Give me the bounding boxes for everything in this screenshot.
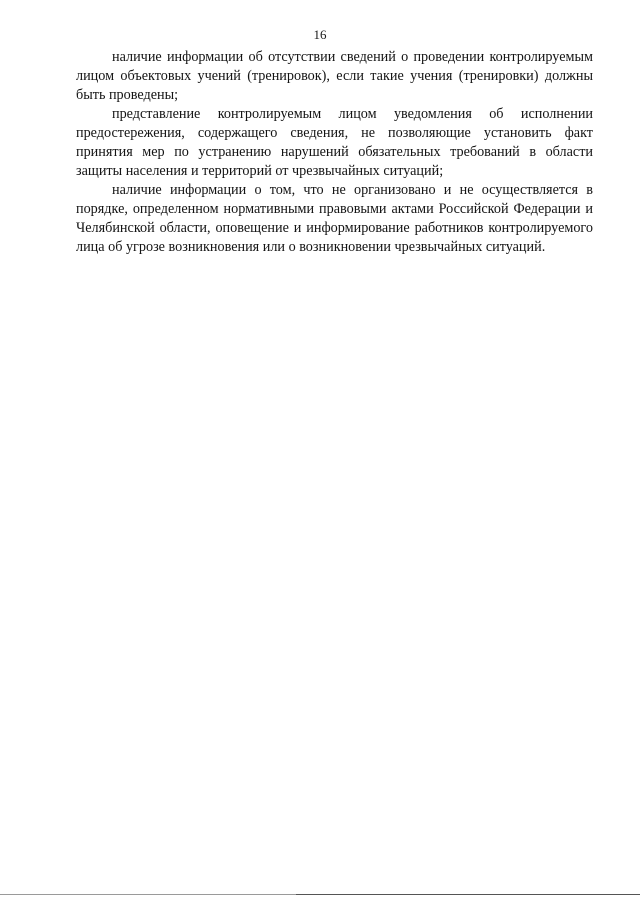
paragraph-alerting-info: наличие информации о том, что не организовано и не осуществляется в порядке, определенном нормативными правовыми актами Российской Федерации и Челябинской области, оповещение и информирование работников контролируемого лица об угрозе возникновения или о возникновении чрезвычайных ситуаций. bbox=[76, 182, 593, 255]
paragraph-warning-notice: представление контролируемым лицом уведомления об исполнении предостережения, содержащего сведения, не позволяющие установить факт принятия мер по устранению нарушений обязательных требований в области защиты населения и территорий от чрезвычайных ситуаций; bbox=[76, 106, 593, 179]
page-number: 16 bbox=[313, 27, 327, 42]
scan-edge-line-dark bbox=[296, 894, 640, 895]
document-body bbox=[76, 48, 593, 257]
paragraph-exercises-info: наличие информации об отсутствии сведений о проведении контролируемым лицом объектовых учений (тренировок), если такие учения (тренировки) должны быть проведены; bbox=[76, 49, 593, 103]
